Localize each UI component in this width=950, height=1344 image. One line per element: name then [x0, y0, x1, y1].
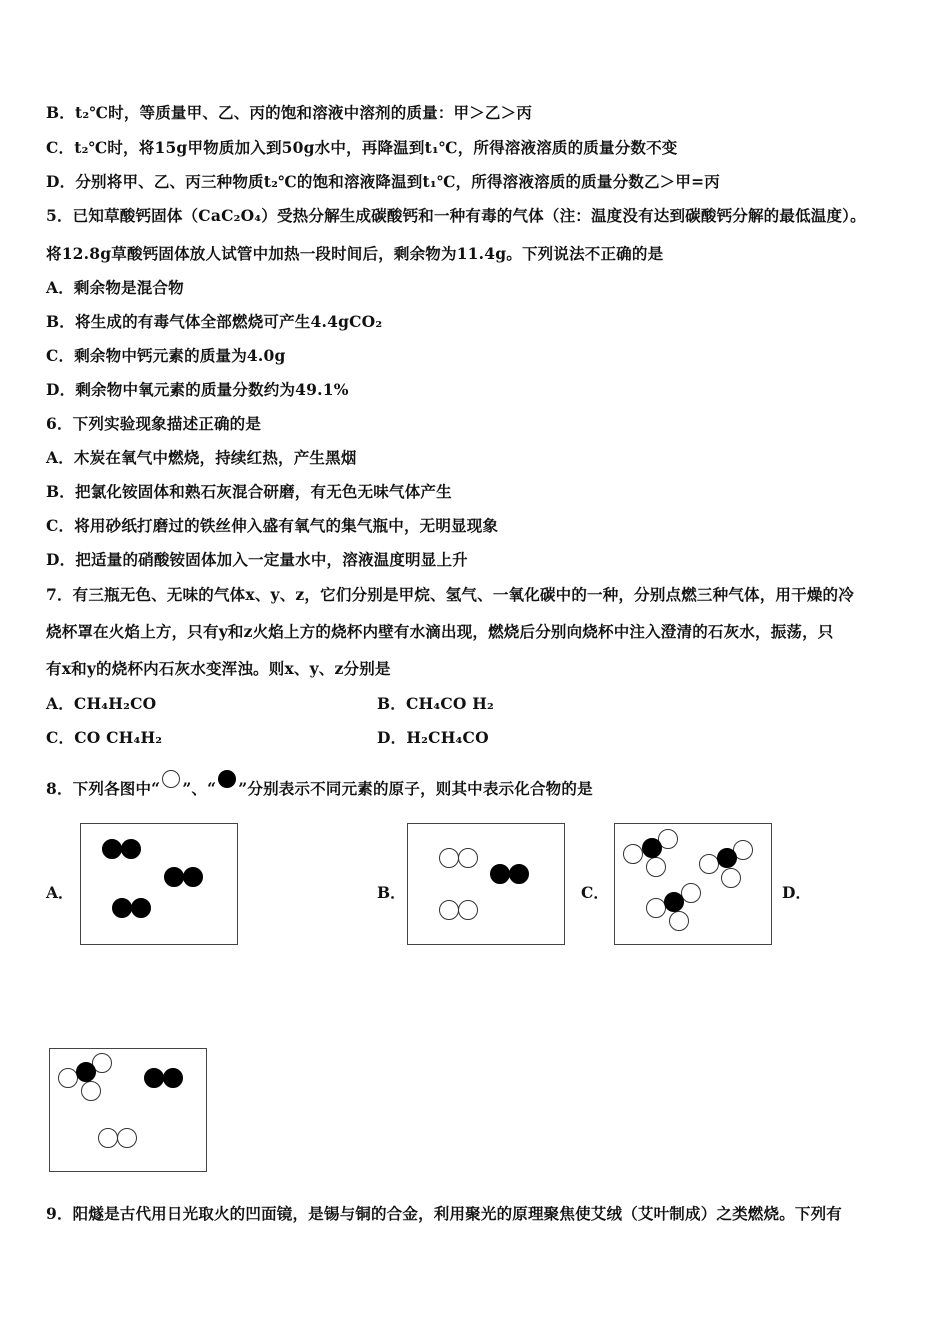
q6-stem: 6．下列实验现象描述正确的是: [46, 414, 262, 433]
q5-option-c: C．剩余物中钙元素的质量为4.0g: [46, 346, 286, 365]
q7-option-c: C．CO CH₄H₂: [46, 728, 163, 747]
q6-option-b: B．把氯化铵固体和熟石灰混合研磨，有无色无味气体产生: [46, 482, 452, 501]
q8-figure-b: [407, 823, 565, 945]
q8-figure-c: [614, 823, 772, 945]
q8-stem-mid: ”、“: [182, 779, 217, 798]
white-atom: [458, 848, 478, 868]
q6-option-c: C．将用砂纸打磨过的铁丝伸入盛有氧气的集气瓶中，无明显现象: [46, 516, 499, 535]
q5-stem-line2: 将12.8g草酸钙固体放人试管中加热一段时间后，剩余物为11.4g。下列说法不正确的是: [46, 244, 664, 263]
black-atom: [121, 839, 141, 859]
q7-stem-line2: 烧杯罩在火焰上方，只有y和z火焰上方的烧杯内壁有水滴出现，燃烧后分别向烧杯中注入澄清的石灰水，振荡，只: [46, 622, 834, 641]
q8-label-c: C．: [581, 883, 609, 902]
white-atom: [439, 900, 459, 920]
white-atom: [699, 854, 719, 874]
black-atom: [509, 864, 529, 884]
q4-option-d: D．分别将甲、乙、丙三种物质t₂℃的饱和溶液降温到t₁℃，所得溶液溶质的质量分数乙＞甲=丙: [46, 172, 720, 191]
black-atom: [717, 848, 737, 868]
q6-option-d: D．把适量的硝酸铵固体加入一定量水中，溶液温度明显上升: [46, 550, 468, 569]
q8-figure-d: [49, 1048, 207, 1172]
q7-stem-line1: 7．有三瓶无色、无味的气体x、y、z，它们分别是甲烷、氢气、一氧化碳中的一种，分别点燃三种气体，用干燥的冷: [46, 585, 854, 604]
black-atom: [163, 1068, 183, 1088]
white-atom: [721, 868, 741, 888]
white-atom: [98, 1128, 118, 1148]
q8-label-b: B．: [377, 883, 406, 902]
white-atom: [681, 883, 701, 903]
q7-option-b: B．CH₄CO H₂: [377, 694, 495, 713]
white-atom: [81, 1081, 101, 1101]
white-atom: [646, 857, 666, 877]
black-atom: [102, 839, 122, 859]
q4-option-b: B．t₂℃时，等质量甲、乙、丙的饱和溶液中溶剂的质量：甲＞乙＞丙: [46, 103, 533, 122]
white-atom-icon: [162, 770, 180, 788]
black-atom: [490, 864, 510, 884]
q5-option-d: D．剩余物中氧元素的质量分数约为49.1%: [46, 380, 349, 399]
black-atom-icon: [218, 770, 236, 788]
white-atom: [439, 848, 459, 868]
white-atom: [623, 844, 643, 864]
q7-stem-line3: 有x和y的烧杯内石灰水变浑浊。则x、y、z分别是: [46, 659, 391, 678]
q7-option-d: D．H₂CH₄CO: [377, 728, 489, 747]
q6-option-a: A．木炭在氧气中燃烧，持续红热，产生黑烟: [46, 448, 357, 467]
black-atom: [642, 838, 662, 858]
white-atom: [458, 900, 478, 920]
black-atom: [76, 1062, 96, 1082]
q5-option-b: B．将生成的有毒气体全部燃烧可产生4.4gCO₂: [46, 312, 383, 331]
white-atom: [117, 1128, 137, 1148]
black-atom: [144, 1068, 164, 1088]
white-atom: [58, 1068, 78, 1088]
q8-stem-suffix: ”分别表示不同元素的原子，则其中表示化合物的是: [238, 779, 593, 798]
q5-stem-line1: 5．已知草酸钙固体（CaC₂O₄）受热分解生成碳酸钙和一种有毒的气体（注：温度没有达到碳酸钙分解的最低温度）。: [46, 206, 866, 225]
q8-figure-a: [80, 823, 238, 945]
q8-stem: [46, 770, 593, 799]
white-atom: [669, 911, 689, 931]
q9-stem: 9．阳燧是古代用日光取火的凹面镜，是锡与铜的合金，利用聚光的原理聚焦使艾绒（艾叶制成）之类燃烧。下列有: [46, 1204, 842, 1223]
q5-option-a: A．剩余物是混合物: [46, 278, 184, 297]
q7-option-a: A．CH₄H₂CO: [46, 694, 157, 713]
black-atom: [112, 898, 132, 918]
white-atom: [646, 898, 666, 918]
q8-label-d: D．: [782, 883, 811, 902]
black-atom: [131, 898, 151, 918]
black-atom: [664, 892, 684, 912]
black-atom: [183, 867, 203, 887]
q8-label-a: A．: [46, 883, 74, 902]
q8-stem-prefix: 8．下列各图中“: [46, 779, 161, 798]
q4-option-c: C．t₂℃时，将15g甲物质加入到50g水中，再降温到t₁℃，所得溶液溶质的质量分数不变: [46, 138, 678, 157]
black-atom: [164, 867, 184, 887]
